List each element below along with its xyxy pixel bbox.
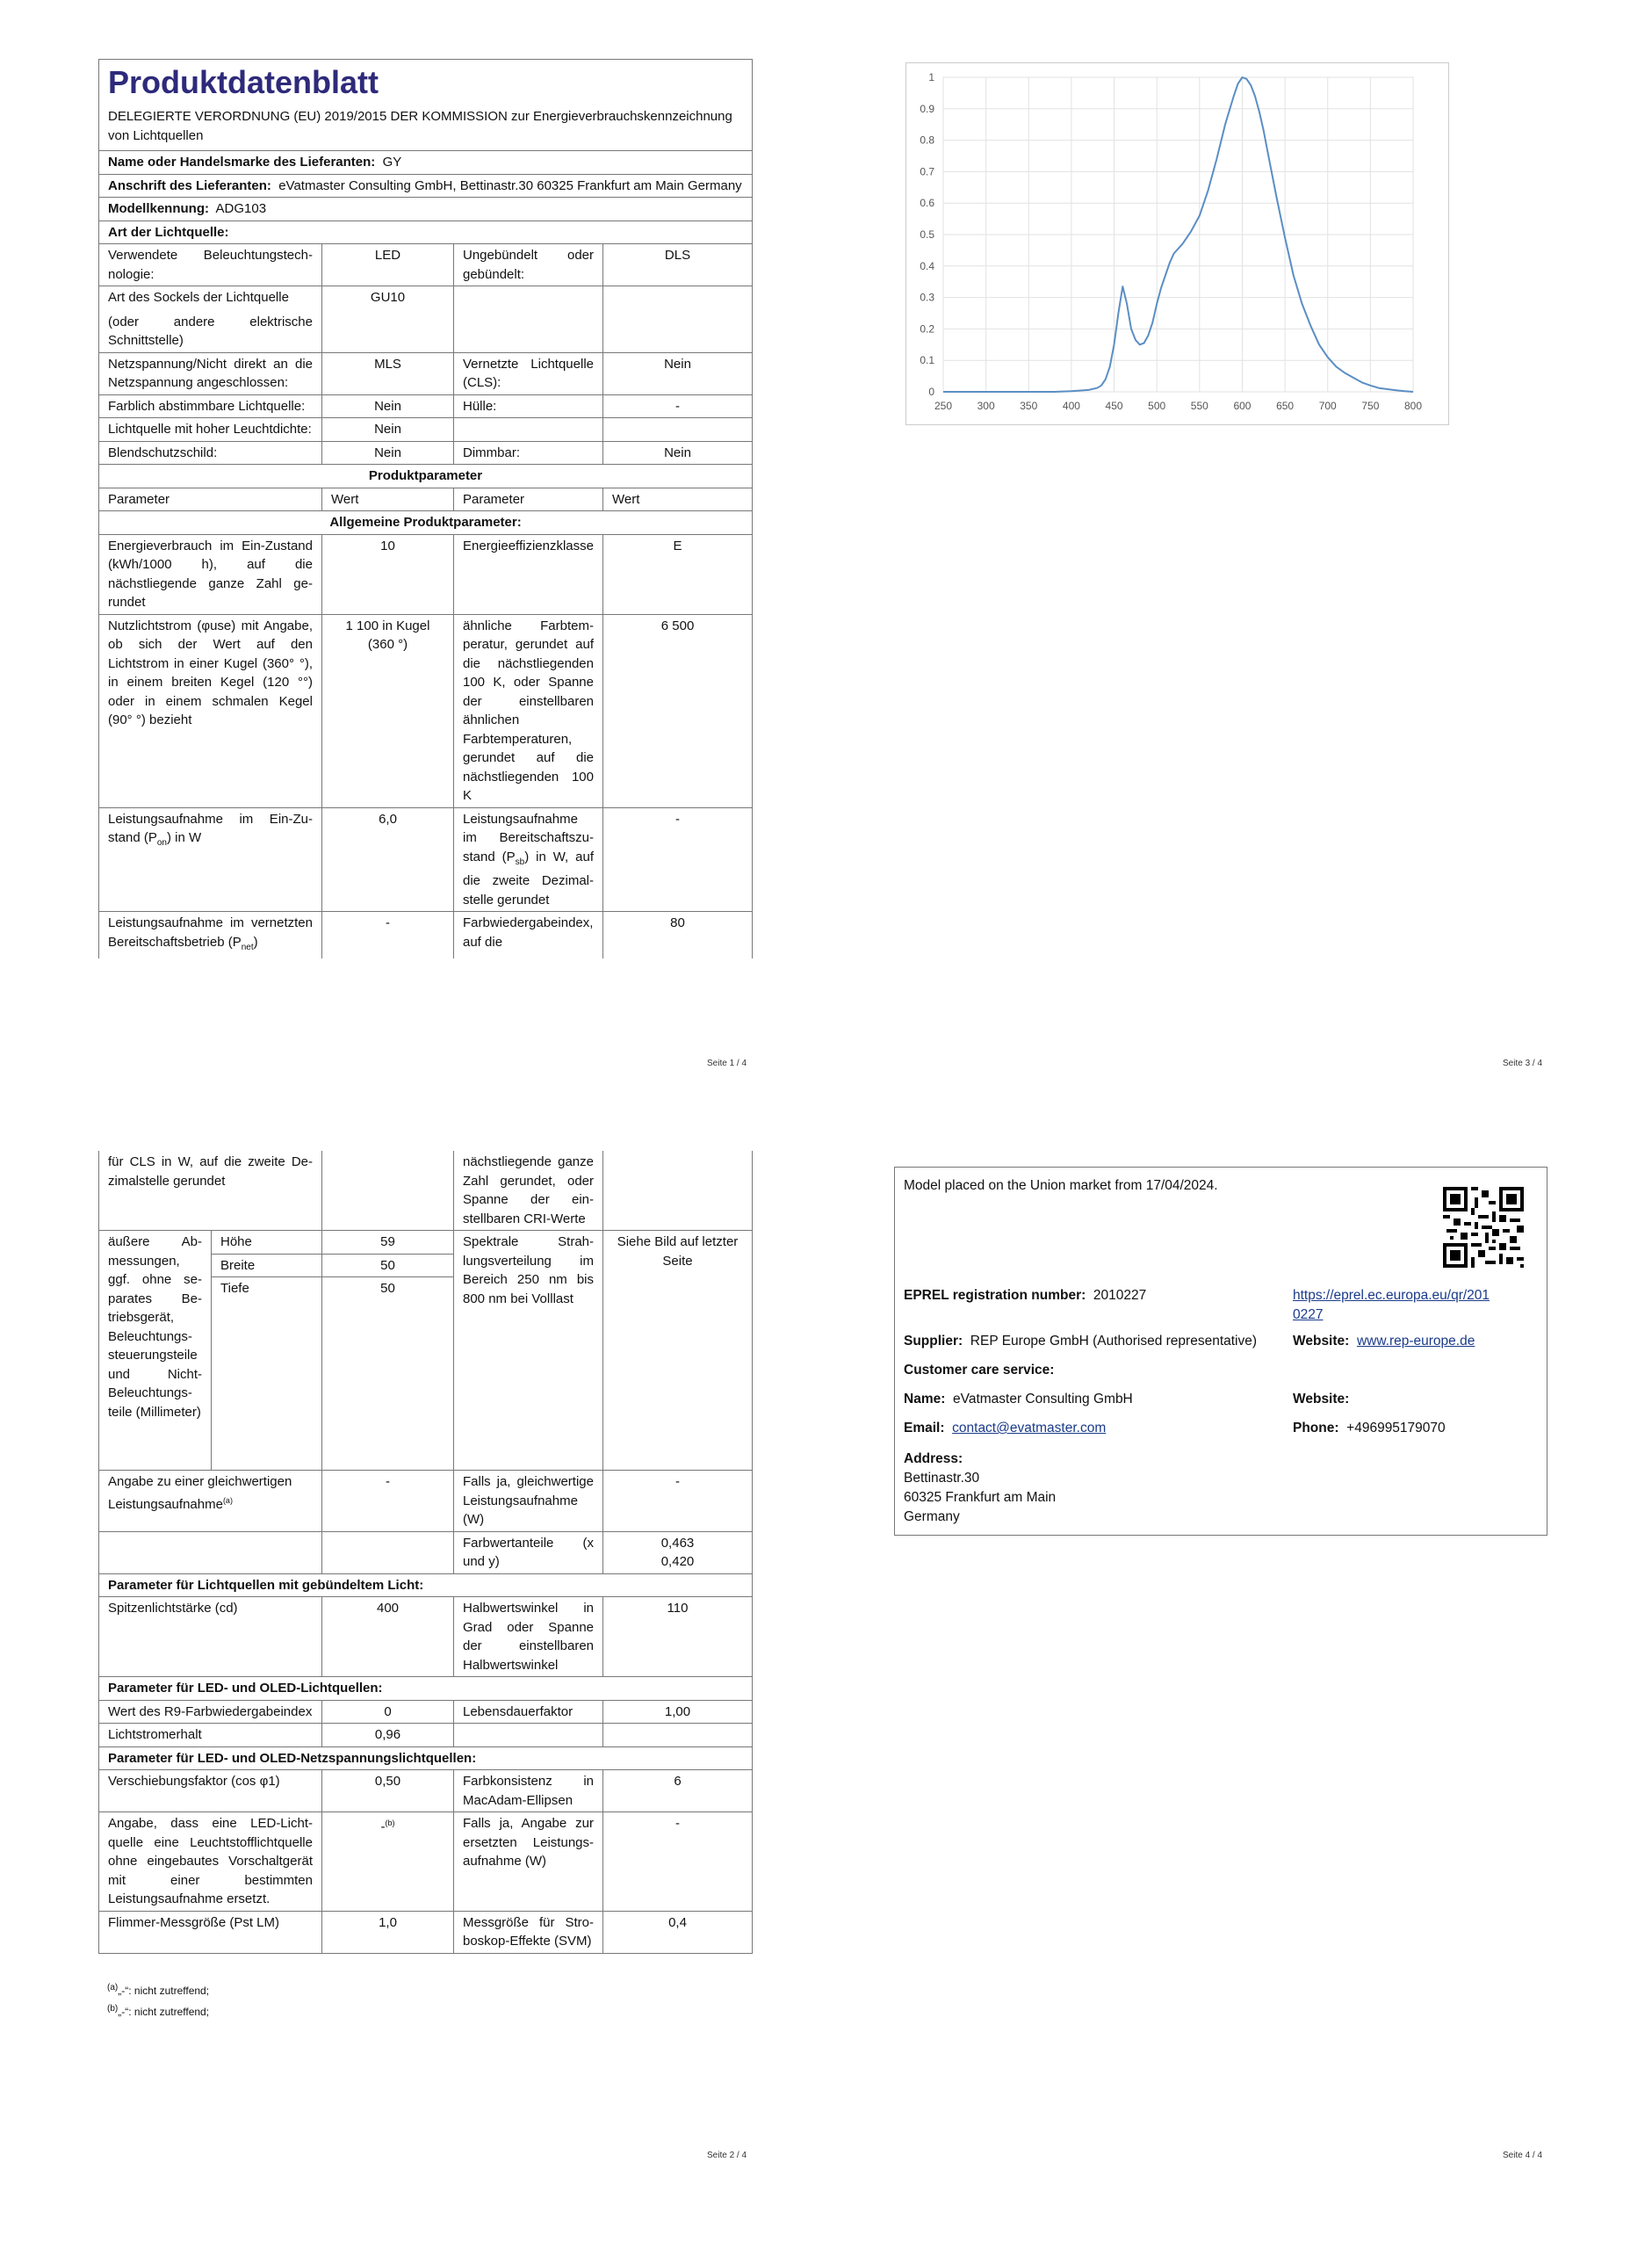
cls-label: Vernetzte Lichtquelle (CLS):	[454, 352, 603, 394]
x-tick-label: 250	[934, 400, 953, 412]
page-number: Seite 2 / 4	[707, 2151, 747, 2160]
x-tick-label: 300	[977, 400, 995, 412]
beam-angle-value: 110	[603, 1597, 753, 1677]
x-tick-label: 600	[1233, 400, 1252, 412]
care-email-row: Email: contact@evatmaster.com	[904, 1421, 1107, 1435]
displacement-factor-value: 0,50	[322, 1770, 454, 1812]
flicker-label: Flimmer-Messgröße (Pst LM)	[99, 1911, 322, 1953]
r9-value: 0	[322, 1700, 454, 1724]
page-title: Produktdatenblatt	[108, 64, 379, 100]
model-value: ADG103	[215, 201, 267, 216]
datasheet-page1	[98, 59, 753, 958]
dimmable-value: Nein	[603, 441, 753, 465]
tunable-value: Nein	[322, 394, 454, 418]
light-source-type-label: Art der Lichtquelle:	[99, 221, 753, 244]
equivalent-power-w-label: Falls ja, gleichwertige Leistungsaufnahme (W)	[454, 1471, 603, 1532]
spectrum-chart	[906, 63, 1448, 424]
glare-shield-value: Nein	[322, 441, 454, 465]
footnote-a: $^{(a)}$„-“: nicht zutreffend;	[107, 1983, 210, 1997]
x-tick-label: 750	[1361, 400, 1380, 412]
energy-consumption-value: 10	[322, 534, 454, 614]
directional-value: DLS	[603, 244, 753, 286]
fluorescent-replacement-label: Angabe, dass eine LED-Lichtquelle eine Leuchtstofflichtquelle ohne eingebautes Vorschaltgerät mit einer bestimmten Leistungsaufnahme ersetzt.	[99, 1812, 322, 1912]
datasheet-page2	[98, 1151, 753, 1954]
cap-type-label-note: (oder andere elektrische Schnittstelle)	[108, 314, 313, 348]
peak-intensity-value: 400	[322, 1597, 454, 1677]
useful-flux-value: 1 100 in Kugel (360 °)	[322, 614, 454, 807]
colour-consistency-label: Farbkonsistenz in MacAdam-Ellipsen	[454, 1770, 603, 1812]
supplier-address-value: eVatmaster Consulting GmbH, Bettinastr.30 60325 Frankfurt am Main Germany	[278, 177, 742, 193]
col-header-param: Parameter	[454, 488, 603, 511]
tunable-label: Farblich abstimmbare Lichtquelle:	[99, 394, 322, 418]
care-phone-row: Phone: +496995179070	[1293, 1421, 1446, 1435]
page-number: Seite 4 / 4	[1503, 2151, 1543, 2160]
placed-on-market-text: Model placed on the Union market from 17/04/2024.	[904, 1178, 1218, 1193]
x-tick-label: 350	[1020, 400, 1038, 412]
y-tick-label: 0.6	[920, 197, 934, 210]
care-address: Address: Bettinastr.30 60325 Frankfurt am Main Germany	[904, 1450, 1056, 1527]
colour-consistency-value: 6	[603, 1770, 753, 1812]
customer-care-heading: Customer care service:	[904, 1363, 1055, 1378]
supplier-name-value: GY	[382, 155, 402, 170]
beam-angle-label: Halbwertswinkel in Grad oder Spanne der einstellbaren Halbwertswinkel	[454, 1597, 603, 1677]
spectrum-chart-frame	[905, 62, 1449, 425]
cls-value: Nein	[603, 352, 753, 394]
supplier-website-link[interactable]: www.rep-europe.de	[1356, 1334, 1475, 1349]
stroboscopic-value: 0,4	[603, 1911, 753, 1953]
displacement-factor-label: Verschiebungsfaktor (cos φ1)	[99, 1770, 322, 1812]
x-tick-label: 400	[1062, 400, 1080, 412]
care-website-label: Website:	[1293, 1392, 1350, 1407]
spectral-distribution-value: Siehe Bild auf letzter Seite	[603, 1231, 753, 1471]
col-header-value: Wert	[603, 488, 753, 511]
x-tick-label: 700	[1318, 400, 1337, 412]
eprel-value: 2010227	[1093, 1288, 1147, 1303]
led-oled-mains-params-heading: Parameter für LED- und OLED-Netzspannungslichtquellen:	[99, 1746, 753, 1770]
cct-value: 6 500	[603, 614, 753, 807]
envelope-label: Hülle:	[454, 394, 603, 418]
envelope-value: -	[603, 394, 753, 418]
survival-factor-value: 1,00	[603, 1700, 753, 1724]
dimmable-label: Dimmbar:	[454, 441, 603, 465]
y-tick-label: 0.1	[920, 354, 934, 367]
address-line: Germany	[904, 1509, 960, 1524]
lumen-maintenance-value: 0,96	[322, 1724, 454, 1747]
on-mode-power-value: 6,0	[322, 807, 454, 912]
flicker-value: 1,0	[322, 1911, 454, 1953]
spectral-distribution-label: Spektrale Strahlungsverteilung im Bereich 250 nm bis 800 nm bei Volllast	[454, 1231, 603, 1471]
depth-value: 50	[322, 1277, 454, 1471]
high-luminance-value: Nein	[322, 418, 454, 442]
equivalent-power-label: Angabe zu einer gleichwertigen Leistungsaufnahme$^{(a)}$	[99, 1471, 322, 1532]
cri-label: Farbwiedergabeindex, auf die	[454, 912, 603, 959]
address-line: 60325 Frankfurt am Main	[904, 1490, 1057, 1505]
led-oled-params-heading: Parameter für LED- und OLED-Lichtquellen:	[99, 1677, 753, 1701]
care-name-value: eVatmaster Consulting GmbH	[953, 1392, 1133, 1407]
energy-consumption-label: Energieverbrauch im Ein-Zustand (kWh/1000 h), auf die nächstliegende ganze Zahl gerundet	[99, 534, 322, 614]
directional-params-heading: Parameter für Lichtquellen mit gebündeltem Licht:	[99, 1573, 753, 1597]
regulation-text: DELEGIERTE VERORDNUNG (EU) 2019/2015 DER KOMMISSION zur Energieverbrauchskennzeichnung von Lichtquellen	[108, 109, 732, 143]
x-tick-label: 650	[1276, 400, 1295, 412]
lumen-maintenance-label: Lichtstromerhalt	[99, 1724, 322, 1747]
x-tick-label: 550	[1190, 400, 1208, 412]
equivalent-power-w-value: -	[603, 1471, 753, 1532]
care-email-link[interactable]: contact@evatmaster.com	[952, 1421, 1107, 1435]
equivalent-power-value: -	[322, 1471, 454, 1532]
glare-shield-label: Blendschutzschild:	[99, 441, 322, 465]
stroboscopic-label: Messgröße für Stroboskop-Effekte (SVM)	[454, 1911, 603, 1953]
care-name-row: Name: eVatmaster Consulting GmbH	[904, 1392, 1133, 1407]
x-tick-label: 800	[1403, 400, 1423, 412]
on-mode-power-label: Leistungsaufnahme im Ein-Zustand $(P_{on})$ in W	[99, 807, 322, 912]
replaced-power-label: Falls ja, Angabe zur ersetzten Leistungsaufnahme (W)	[454, 1812, 603, 1912]
mains-value: MLS	[322, 352, 454, 394]
cri-label-cont: nächstliegende ganze Zahl gerundet, oder Spanne der einstellbaren CRI-Werte	[454, 1151, 603, 1231]
y-tick-label: 0.7	[920, 165, 934, 178]
address-line: Bettinastr.30	[904, 1471, 980, 1486]
high-luminance-label: Lichtquelle mit hoher Leuchtdichte:	[99, 418, 322, 442]
y-tick-label: 0.5	[920, 228, 934, 241]
chromaticity-label: Farbwertanteile (x und y)	[454, 1531, 603, 1573]
model-label: Modellkennung:	[108, 201, 209, 216]
fluorescent-replacement-value: -$^{(b)}$	[322, 1812, 454, 1912]
replaced-power-value: -	[603, 1812, 753, 1912]
directional-label: Ungebündelt oder gebündelt:	[454, 244, 603, 286]
col-header-value: Wert	[322, 488, 454, 511]
supplier-name-label: Name oder Handelsmarke des Lieferanten:	[108, 155, 376, 170]
y-tick-label: 0.2	[920, 322, 934, 336]
y-tick-label: 0.4	[920, 259, 934, 272]
energy-class-value: E	[603, 534, 753, 614]
useful-flux-label: Nutzlichtstrom (φuse) mit Angabe, ob sich der Wert auf den Lichtstrom in einer Kugel (360° °), in einem breiten Kegel (120 °°) oder in einem schmalen Kegel (90° °) bezieht	[99, 614, 322, 807]
eprel-registration	[904, 1286, 1146, 1305]
x-tick-label: 500	[1148, 400, 1166, 412]
height-label: Höhe	[212, 1231, 322, 1255]
y-tick-label: 1	[928, 71, 934, 83]
supplier-row: Supplier: REP Europe GmbH (Authorised representative)	[904, 1334, 1258, 1349]
networked-standby-label-cont: für CLS in W, auf die zweite Dezimalstelle gerundet	[99, 1151, 322, 1231]
x-tick-label: 450	[1105, 400, 1123, 412]
page-number: Seite 1 / 4	[707, 1059, 747, 1068]
y-tick-label: 0.8	[920, 134, 934, 147]
standby-power-label: Leistungsaufnahme im Bereitschaftszustand $(P_{sb})$ in W, auf die zweite Dezimalstelle gerundet	[454, 807, 603, 912]
dimensions-label: äußere Abmessungen, ggf. ohne separates Betriebsgerät, Beleuchtungssteuerungsteile und Nicht-Beleuchtungsteile (Millimeter)	[99, 1231, 212, 1471]
chromaticity-value: 0,463 0,420	[603, 1531, 753, 1573]
mains-label: Netzspannung/Nicht direkt an die Netzspannung angeschlossen:	[99, 352, 322, 394]
cap-type-label: Art des Sockels der Lichtquelle	[108, 290, 289, 305]
supplier-address-label: Anschrift des Lieferanten:	[108, 177, 271, 193]
survival-factor-label: Lebensdauerfaktor	[454, 1700, 603, 1724]
col-header-param: Parameter	[99, 488, 322, 511]
cri-value: 80	[603, 912, 753, 959]
eprel-info-card	[894, 1167, 1547, 1536]
technology-value: LED	[322, 244, 454, 286]
depth-label: Tiefe	[212, 1277, 322, 1471]
width-value: 50	[322, 1254, 454, 1277]
technology-label: Verwendete Beleuchtungstechnologie:	[99, 244, 322, 286]
page-number: Seite 3 / 4	[1503, 1059, 1543, 1068]
cap-type-value: GU10	[322, 286, 454, 353]
y-tick-label: 0	[928, 386, 934, 398]
networked-standby-label: Leistungsaufnahme im vernetzten Bereitschaftsbetrieb $(P_{net})$	[99, 912, 322, 959]
r9-label: Wert des R9-Farbwiedergabeindex	[99, 1700, 322, 1724]
energy-class-label: Energieeffizienzklasse	[454, 534, 603, 614]
eprel-link[interactable]: https://eprel.ec.europa.eu/qr/2010227	[1293, 1288, 1490, 1322]
care-phone-value: +496995179070	[1346, 1421, 1446, 1435]
footnote-b: $^{(b)}$„-“: nicht zutreffend;	[107, 2004, 210, 2018]
y-tick-label: 0.3	[920, 291, 934, 304]
product-params-heading: Produktparameter	[99, 465, 753, 488]
supplier-website-row: Website: www.rep-europe.de	[1293, 1334, 1475, 1349]
eprel-label: EPREL registration number:	[904, 1288, 1086, 1303]
peak-intensity-label: Spitzenlichtstärke (cd)	[99, 1597, 322, 1677]
standby-power-value: -	[603, 807, 753, 912]
general-params-heading: Allgemeine Produktparameter:	[99, 511, 753, 535]
cct-label: ähnliche Farbtemperatur, gerundet auf die nächstliegenden 100 K, oder Spanne der einstellbaren ähnlichen Farbtemperaturen, gerundet auf die nächstliegenden 100 K	[454, 614, 603, 807]
y-tick-label: 0.9	[920, 102, 934, 115]
networked-standby-value: -	[322, 912, 454, 959]
width-label: Breite	[212, 1254, 322, 1277]
qr-code-icon	[1443, 1187, 1524, 1268]
height-value: 59	[322, 1231, 454, 1255]
supplier-value: REP Europe GmbH (Authorised representative)	[970, 1334, 1258, 1349]
